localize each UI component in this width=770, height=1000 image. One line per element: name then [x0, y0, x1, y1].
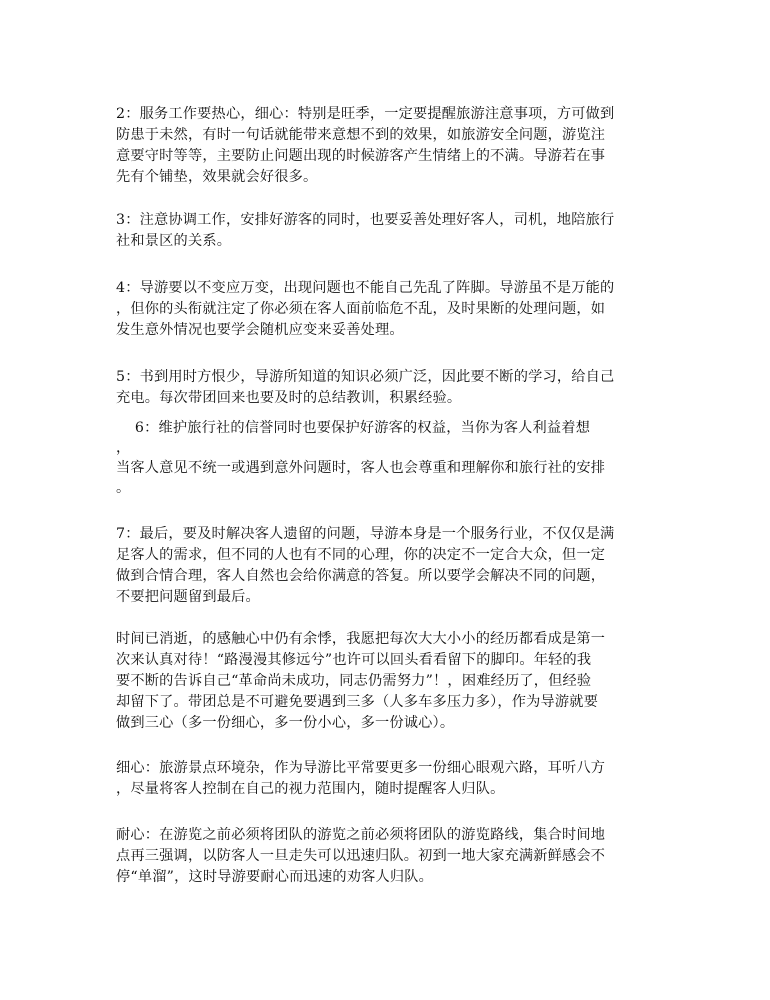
paragraph-8: [116, 629, 660, 734]
text-line: 发生意外情况也要学会随机应变来妥善处理。: [116, 322, 404, 338]
text-line: 5：书到用时方恨少，导游所知道的知识必须广泛，因此要不断的学习，给自己: [116, 369, 615, 385]
text-line: 社和景区的关系。: [116, 233, 232, 249]
text-line: 停“单溜”，这时导游要耐心而迅速的劝客人归队。: [116, 869, 434, 885]
paragraph-4: [116, 278, 660, 341]
paragraph-6: [116, 418, 660, 498]
paragraph-7: [116, 524, 660, 608]
text-line: 却留下了。带团总是不可避免要遇到三多（人多车多压力多），作为导游就要: [116, 694, 599, 710]
paragraph-9: [116, 758, 660, 800]
text-line: 要不断的告诉自己“革命尚未成功，同志仍需努力”！，困难经历了，但经验: [116, 673, 592, 689]
text-line: 点再三强调，以防客人一旦走失可以迅速归队。初到一地大家充满新鲜感会不: [116, 848, 606, 864]
text-line: 不要把问题留到最后。: [116, 589, 260, 605]
text-line: 足客人的需求，但不同的人也有不同的心理，你的决定不一定合大众，但一定: [116, 547, 606, 563]
text-line: ，: [116, 440, 131, 456]
text-line: 。: [116, 480, 131, 496]
text-line: 防患于未然，有时一句话就能带来意想不到的效果，如旅游安全问题，游览注: [116, 127, 606, 143]
text-line: 意要守时等等，主要防止问题出现的时候游客产生情绪上的不满。导游若在事: [116, 148, 606, 164]
text-line: 细心：旅游景点环境杂，作为导游比平常要更多一份细心眼观六路，耳听八方: [116, 760, 606, 776]
text-line: 充电。每次带团回来也要及时的总结教训，积累经验。: [116, 390, 462, 406]
text-line: 7：最后，要及时解决客人遗留的问题，导游本身是一个服务行业，不仅仅是满: [116, 526, 615, 542]
text-line: 耐心：在游览之前必须将团队的游览之前必须将团队的游览路线，集合时间地: [116, 827, 606, 843]
text-line: 做到三心（多一份细心，多一份小心，多一份诚心）。: [116, 715, 455, 731]
text-line: 4：导游要以不变应万变，出现问题也不能自己先乱了阵脚。导游虽不是万能的: [116, 280, 615, 296]
paragraph-10: [116, 825, 660, 888]
text-line: 次来认真对待！“路漫漫其修远兮”也许可以回头看看留下的脚印。年轻的我: [116, 652, 592, 668]
text-line: ，尽量将客人控制在自己的视力范围内，随时提醒客人归队。: [116, 781, 505, 797]
text-line: 时间已消逝，的感触心中仍有余悸，我愿把每次大大小小的经历都看成是第一: [116, 631, 606, 647]
text-line: ，但你的头衔就注定了你必须在客人面前临危不乱，及时果断的处理问题，如: [116, 301, 606, 317]
paragraph-3: [116, 210, 660, 252]
text-line: 3：注意协调工作，安排好游客的同时，也要妥善处理好客人，司机，地陪旅行: [116, 212, 615, 228]
text-line: 做到合情合理，客人自然也会给你满意的答复。所以要学会解决不同的问题，: [116, 568, 606, 584]
text-line: 6：维护旅行社的信誉同时也要保护好游客的权益，当你为客人利益着想: [116, 420, 591, 436]
paragraph-5: [116, 367, 660, 409]
text-line: 当客人意见不统一或遇到意外问题时，客人也会尊重和理解你和旅行社的安排: [116, 460, 606, 476]
text-line: 先有个铺垫，效果就会好很多。: [116, 169, 318, 185]
paragraph-2: [116, 104, 660, 188]
text-line: 2：服务工作要热心，细心：特别是旺季，一定要提醒旅游注意事项，方可做到: [116, 106, 615, 122]
